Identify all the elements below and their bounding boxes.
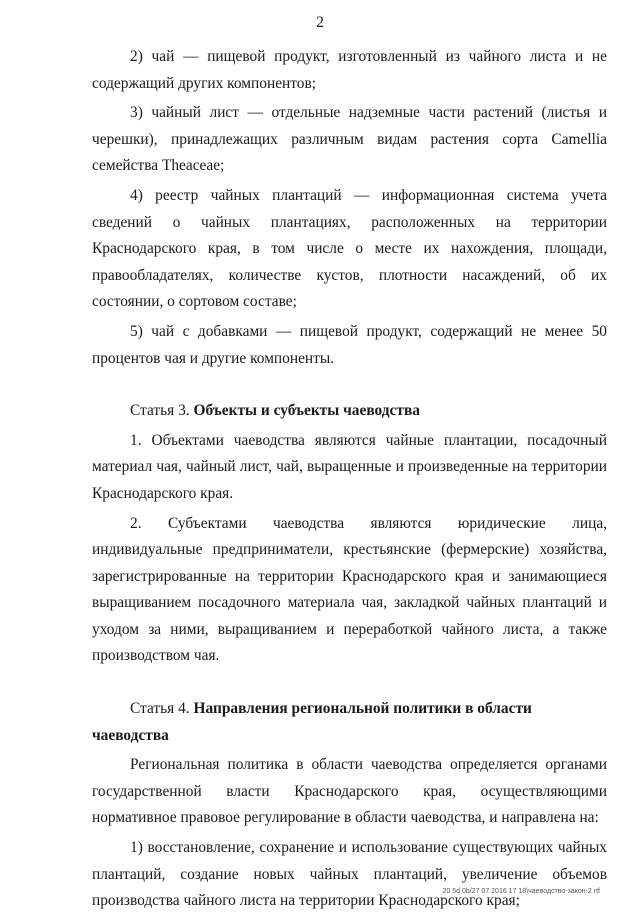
definition-paragraph: 5) чай с добавками — пищевой продукт, содержащий не менее 50 процентов чая и другие компоненты. <box>92 322 607 367</box>
article-4-title: Направления региональной политики в области чаеводства <box>92 700 532 744</box>
article-4-paragraph: 1) восстановление, сохранение и использование существующих чайных плантаций, создание новых чайных плантаций, увеличение объемов производства чайного листа на территории Краснодарского края; <box>92 839 607 910</box>
article-3-heading <box>92 398 607 425</box>
page-number: 2 <box>316 14 324 31</box>
file-footer: 20 5d 0b/27 07 2016 17 18\чаеводство-закон-2 rtf <box>442 888 600 895</box>
article-3-paragraph: 1. Объектами чаеводства являются чайные плантации, посадочный материал чая, чайный лист, чай, выращенные и произведенные на территории Краснодарского края. <box>92 431 607 502</box>
definition-paragraph: 4) реестр чайных плантаций — информационная система учета сведений о чайных плантациях, расположенных на территории Краснодарского края, в том числе о месте их нахождения, площади, правообладателях, количестве кустов, плотности насаждений, об их состоянии, о сортовом составе; <box>92 186 607 311</box>
definition-paragraph: 3) чайный лист — отдельные надземные части растений (листья и черешки), принадлежащих различным видам растения сорта Camellia семейства Theaceae; <box>92 104 607 175</box>
article-4-paragraph: Региональная политика в области чаеводства определяется органами государственной власти Краснодарского края, осуществляющими нормативное правовое регулирование в области чаеводства, и направлена на: <box>92 756 607 827</box>
article-3-paragraph: 2. Субъектами чаеводства являются юридические лица, индивидуальные предприниматели, крестьянские (фермерские) хозяйства, зарегистрированные на территории Краснодарского края и занимающиеся выращиванием посадочного материала чая, закладкой чайных плантаций и уходом за ними, выращиванием и переработкой чайного листа, а также производством чая. <box>92 514 607 665</box>
article-3-title: Объекты и субъекты чаеводства <box>193 402 420 420</box>
article-4-label: Статья 4. <box>130 700 190 718</box>
document-body <box>92 44 607 918</box>
article-4-heading <box>92 696 607 749</box>
definition-paragraph: 2) чай — пищевой продукт, изготовленный из чайного листа и не содержащий других компонентов; <box>92 48 607 92</box>
article-3-label: Статья 3. <box>130 402 190 420</box>
